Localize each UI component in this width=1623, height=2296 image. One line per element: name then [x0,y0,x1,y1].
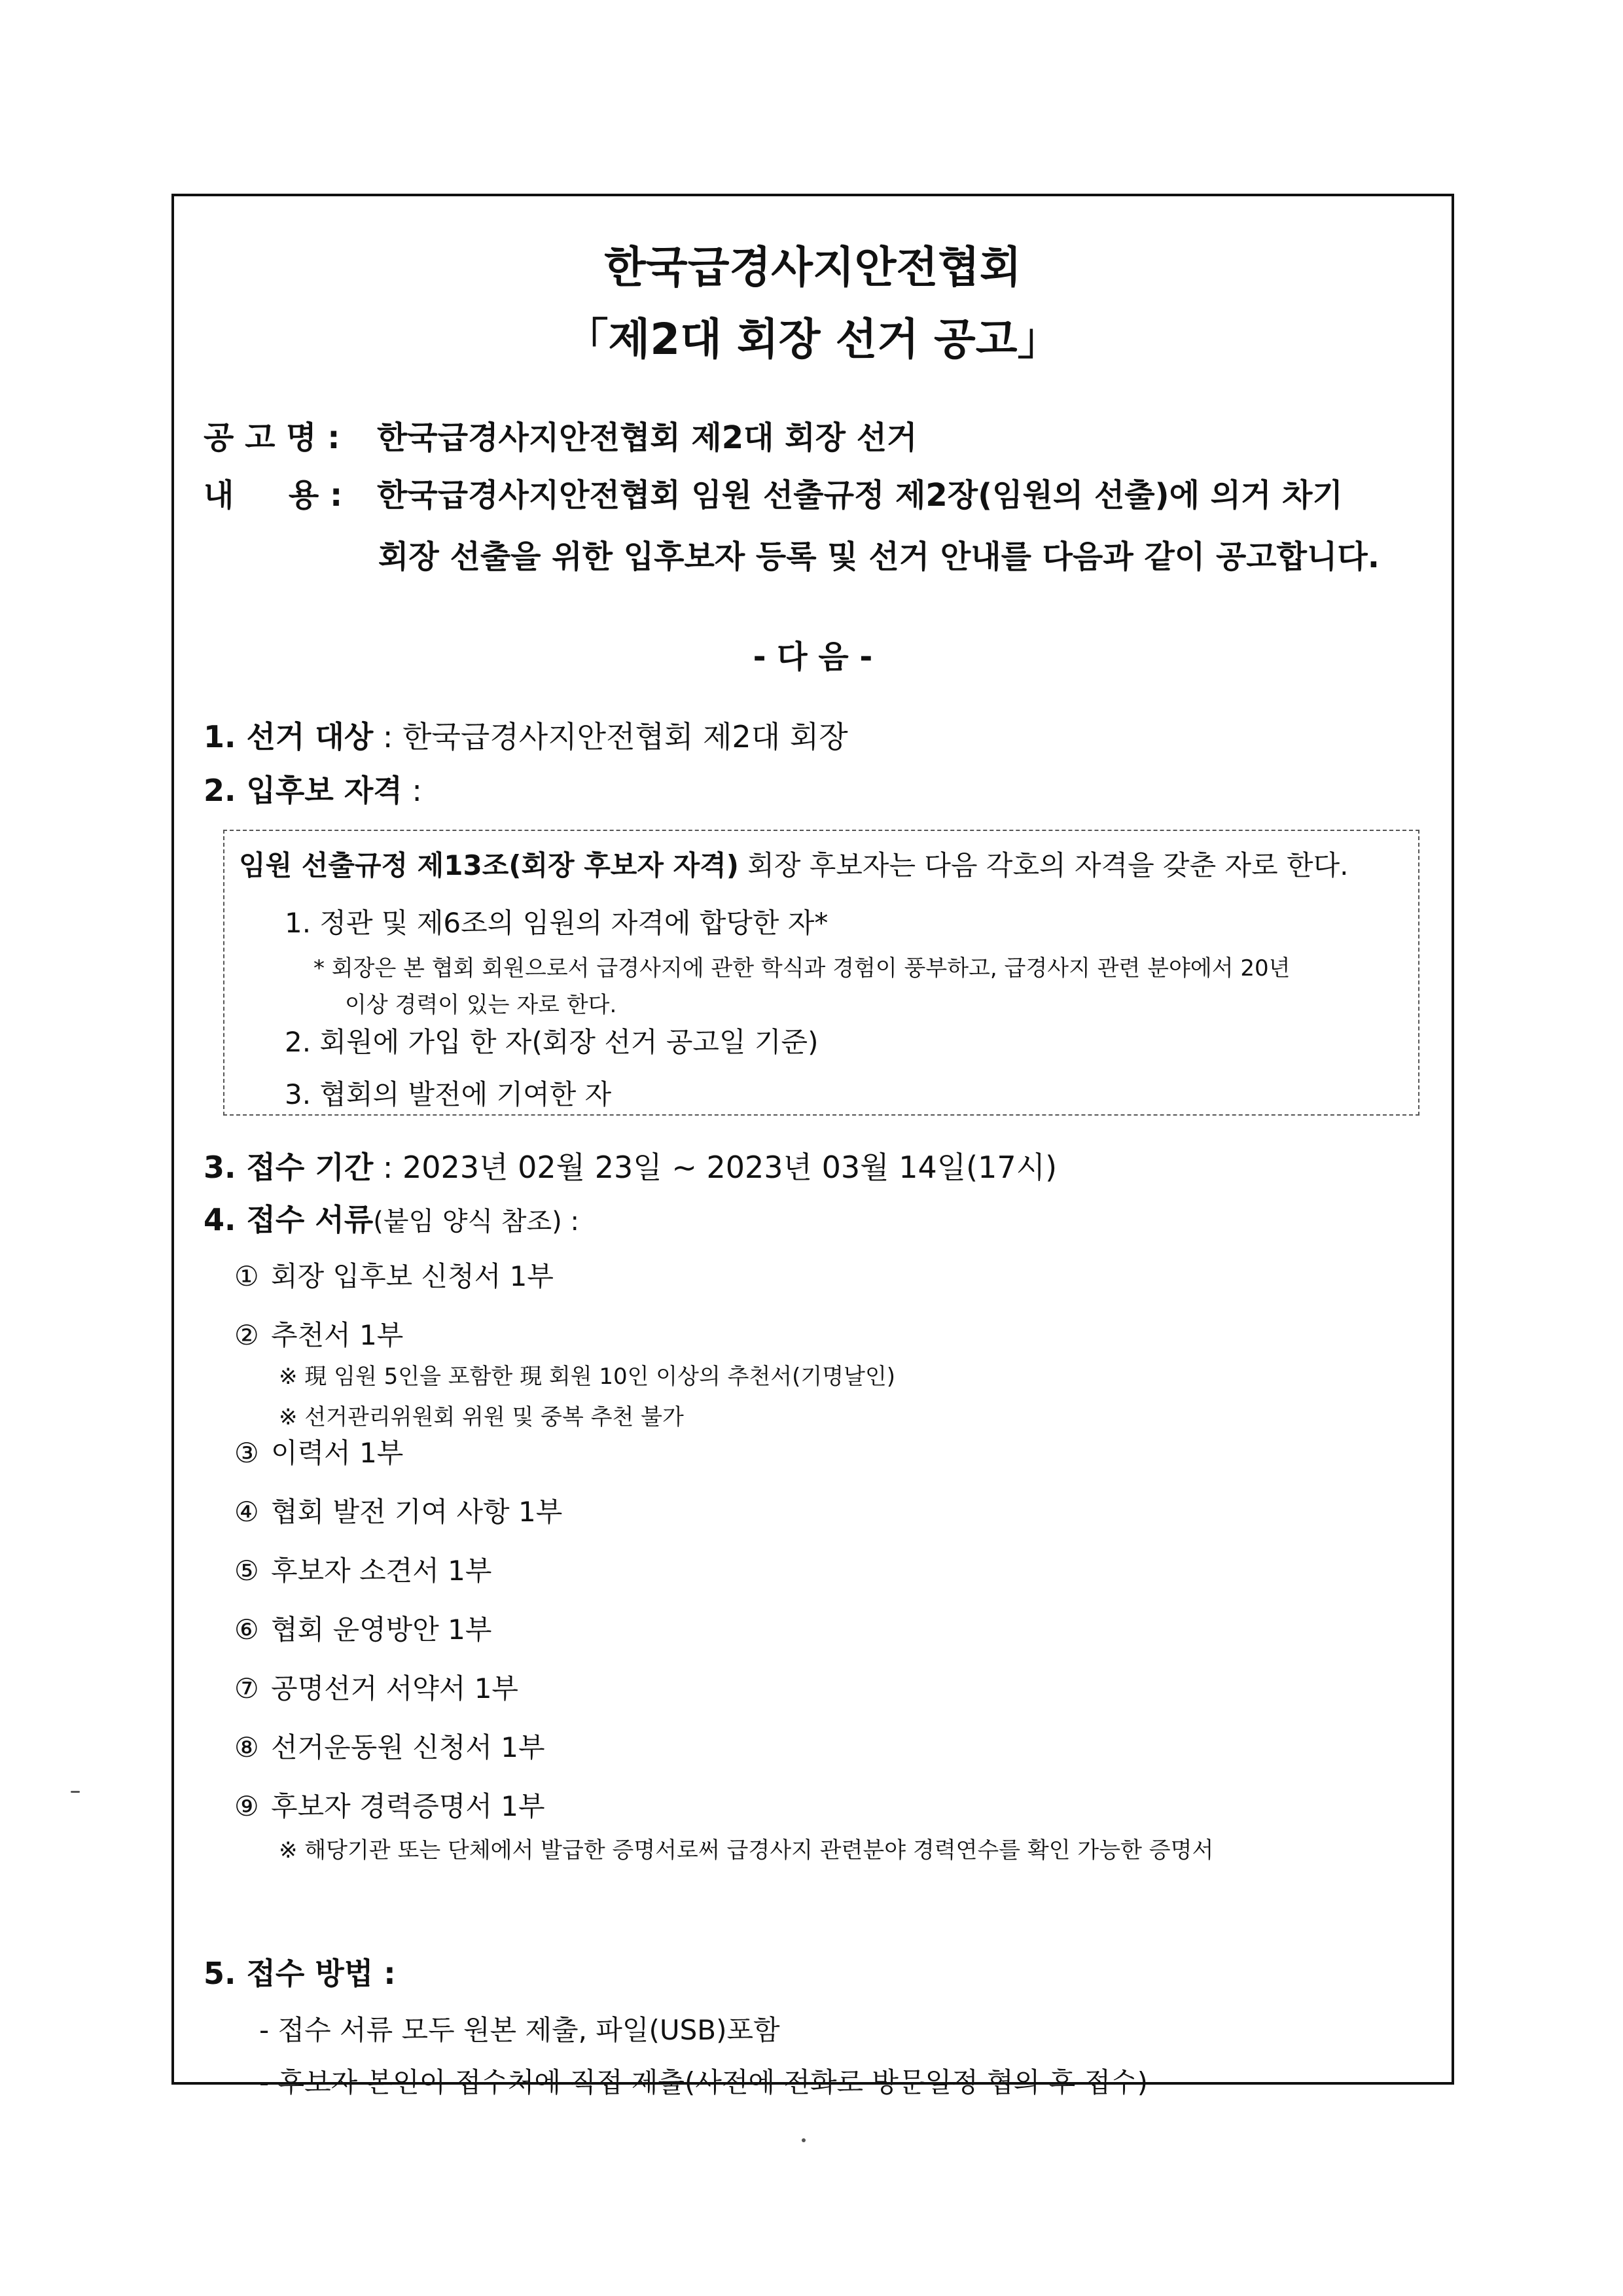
section-election-target [204,713,848,756]
document-item-7 [234,1667,518,1706]
document-num: ⑨ [234,1790,259,1822]
document-item-5 [234,1549,491,1589]
document-item-9 [234,1785,545,1824]
section1-label: 1. 선거 대상 [204,719,374,754]
notice-content-line2: 회장 선출을 위한 입후보자 등록 및 선거 안내를 다음과 같이 공고합니다. [378,539,1380,575]
document-num: ① [234,1260,259,1292]
section1-sep: : [373,719,403,754]
document-item-3 [234,1432,403,1471]
document-text: 공명선거 서약서 1부 [271,1672,518,1704]
document-item-4 [234,1491,562,1530]
section5-label: 5. 접수 방법 : [204,1956,396,1991]
document-item-8 [234,1726,545,1765]
document-num: ⑧ [234,1731,259,1763]
scan-speck [71,1791,80,1793]
section3-label: 3. 접수 기간 [204,1150,374,1185]
page-subtitle: 「제2대 회장 선거 공고」 [565,314,1061,364]
document-num: ② [234,1319,259,1351]
qualification-item-3: 3. 협회의 발전에 기여한 자 [285,1078,612,1110]
divider-text: - 다 음 - [753,639,873,675]
section3-value: 2023년 02월 23일 ~ 2023년 03월 14일(17시) [402,1150,1058,1185]
qualification-item-1: 1. 정관 및 제6조의 임원의 자격에 합당한 자* [285,907,829,939]
document-text: 이력서 1부 [271,1437,404,1469]
document-num: ③ [234,1437,259,1469]
section-qualification [204,767,422,810]
section-documents [204,1196,579,1239]
section1-value: 한국급경사지안전협회 제2대 회장 [402,719,848,754]
qualification-item-2: 2. 회원에 가입 한 자(회장 선거 공고일 기준) [285,1026,819,1058]
qualification-rule [239,844,1349,883]
notice-content-label: 내 용 : [204,477,343,514]
document-item-2 [234,1314,403,1353]
section2-sep: : [402,773,422,808]
document-num: ⑥ [234,1614,259,1646]
notice-content-line1: 한국급경사지안전협회 임원 선출규정 제2장(임원의 선출)에 의거 차기 [377,477,1343,514]
document-item-6 [234,1608,491,1648]
document-text: 후보자 소견서 1부 [271,1555,492,1587]
page-title: 한국급경사지안전협회 [604,242,1022,292]
document-9-note: ※ 해당기관 또는 단체에서 발급한 증명서로써 급경사지 관련분야 경력연수를 확인 가능한 증명서 [279,1837,1214,1863]
qualification-box [223,830,1419,1116]
section2-label: 2. 입후보 자격 [204,773,402,808]
section-method [204,1950,396,1993]
section4-value: (붙임 양식 참조) : [373,1207,579,1237]
notice-frame [171,194,1454,2098]
scan-speck [802,2138,806,2142]
document-text: 추천서 1부 [271,1319,404,1351]
document-item-1 [234,1255,554,1294]
qualification-note-line2: 이상 경력이 있는 자로 한다. [345,992,617,1018]
qualification-rule-text: 회장 후보자는 다음 각호의 자격을 갖춘 자로 한다. [738,849,1349,881]
document-text: 회장 입후보 신청서 1부 [271,1260,554,1292]
document-num: ⑤ [234,1555,259,1587]
notice-name-label: 공 고 명 : [204,419,340,456]
document-2-note-2: ※ 선거관리위원회 위원 및 중복 추천 불가 [279,1404,684,1430]
qualification-rule-bold: 임원 선출규정 제13조(회장 후보자 자격) [239,849,739,881]
notice-name-value: 한국급경사지안전협회 제2대 회장 선거 [377,419,918,456]
document-text: 선거운동원 신청서 1부 [271,1731,545,1763]
method-item-1: - 접수 서류 모두 원본 제출, 파일(USB)포함 [259,2014,780,2046]
method-item-2: - 후보자 본인이 접수처에 직접 제출(사전에 전화로 방문일정 협의 후 접수) [259,2066,1149,2098]
qualification-note-line1: * 회장은 본 협회 회원으로서 급경사지에 관한 학식과 경험이 풍부하고, 급경사지 관련 분야에서 20년 [313,955,1291,981]
document-text: 협회 운영방안 1부 [271,1614,492,1646]
document-text: 협회 발전 기여 사항 1부 [271,1496,563,1528]
document-num: ⑦ [234,1672,259,1704]
section4-label: 4. 접수 서류 [204,1202,374,1237]
document-num: ④ [234,1496,259,1528]
document-text: 후보자 경력증명서 1부 [271,1790,545,1822]
document-2-note-1: ※ 現 임원 5인을 포함한 現 회원 10인 이상의 추천서(기명날인) [279,1364,896,1390]
section3-sep: : [373,1150,403,1185]
section-period [204,1144,1057,1187]
